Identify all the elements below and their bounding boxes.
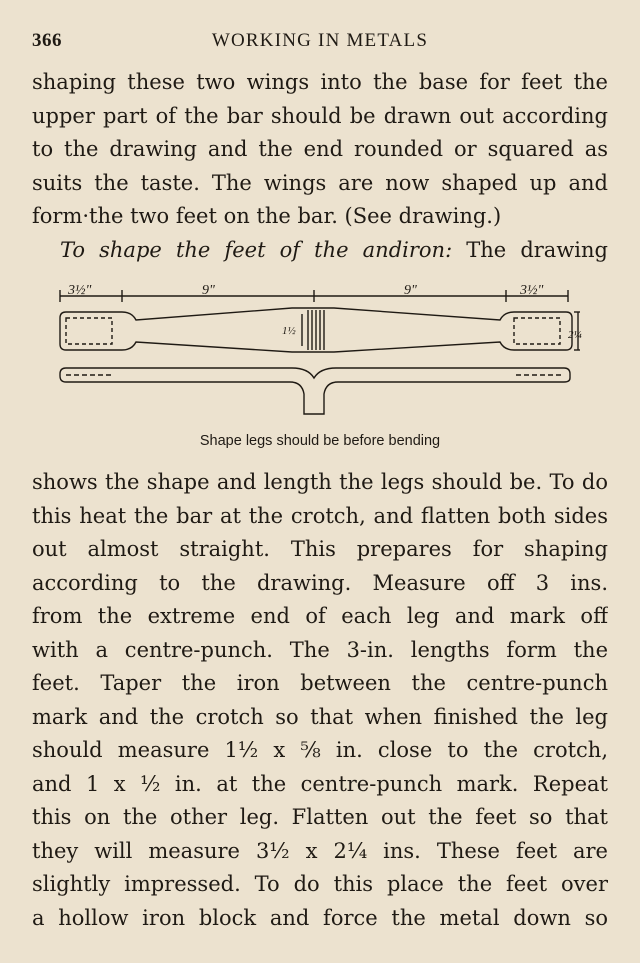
text-line: out almost straight. This prepares for shaping bbox=[32, 537, 608, 561]
text-line: shows the shape and length the legs should be. To do bbox=[32, 470, 608, 494]
page-header bbox=[32, 30, 608, 58]
text-line: form·the two feet on the bar. (See drawing.) bbox=[32, 204, 502, 228]
section-heading-rest: The drawing bbox=[452, 237, 608, 262]
dim-label-center-width: 1½ bbox=[282, 325, 296, 337]
text-line: mark and the crotch so that when finished the leg bbox=[32, 704, 608, 729]
right-end-outline bbox=[514, 318, 560, 344]
dim-label-left-span: 9" bbox=[202, 283, 215, 298]
andiron-leg-drawing bbox=[52, 282, 582, 427]
text-line: from the extreme end of each leg and mark off bbox=[32, 604, 608, 628]
text-line: suits the taste. The wings are now shaped up and bbox=[32, 170, 608, 195]
running-head: WORKING IN METALS bbox=[211, 30, 429, 51]
dim-label-right-end: 3½" bbox=[520, 283, 544, 298]
text-line: and 1 x ½ in. at the centre-punch mark. Repeat bbox=[32, 771, 608, 796]
bar-side-view bbox=[60, 368, 570, 414]
text-line: with a centre-punch. The 3-in. lengths form the bbox=[32, 637, 608, 662]
drawing-svg bbox=[52, 282, 582, 427]
dim-label-left-end: 3½" bbox=[68, 283, 92, 298]
left-end-outline bbox=[66, 318, 112, 344]
section-heading: To shape the feet of the andiron: bbox=[60, 237, 453, 262]
page-number: 366 bbox=[32, 30, 62, 51]
text-line: slightly impressed. To do this place the feet over bbox=[32, 872, 608, 896]
text-line: upper part of the bar should be drawn out according bbox=[32, 103, 608, 128]
bottom-paragraph bbox=[32, 466, 608, 935]
text-line: should measure 1½ x ⅝ in. close to the crotch, bbox=[32, 738, 608, 762]
text-line: to the drawing and the end rounded or squared as bbox=[32, 137, 608, 161]
text-line: shaping these two wings into the base for feet the bbox=[32, 70, 608, 94]
figure-caption: Shape legs should be before bending bbox=[199, 433, 441, 449]
dim-label-right-span: 9" bbox=[404, 283, 417, 298]
text-line: a hollow iron block and force the metal down so bbox=[32, 905, 608, 930]
text-line: feet. Taper the iron between the centre-punch bbox=[32, 671, 608, 695]
section-heading-line bbox=[32, 234, 608, 268]
top-paragraph bbox=[32, 66, 608, 267]
text-line: according to the drawing. Measure off 3 ins. bbox=[32, 570, 608, 595]
text-line: this heat the bar at the crotch, and flatten both sides bbox=[32, 503, 608, 528]
text-line: this on the other leg. Flatten out the feet so that bbox=[32, 805, 608, 829]
text-line: they will measure 3½ x 2¼ ins. These feet are bbox=[32, 838, 608, 863]
dim-label-end-height: 2¼ bbox=[568, 329, 582, 341]
